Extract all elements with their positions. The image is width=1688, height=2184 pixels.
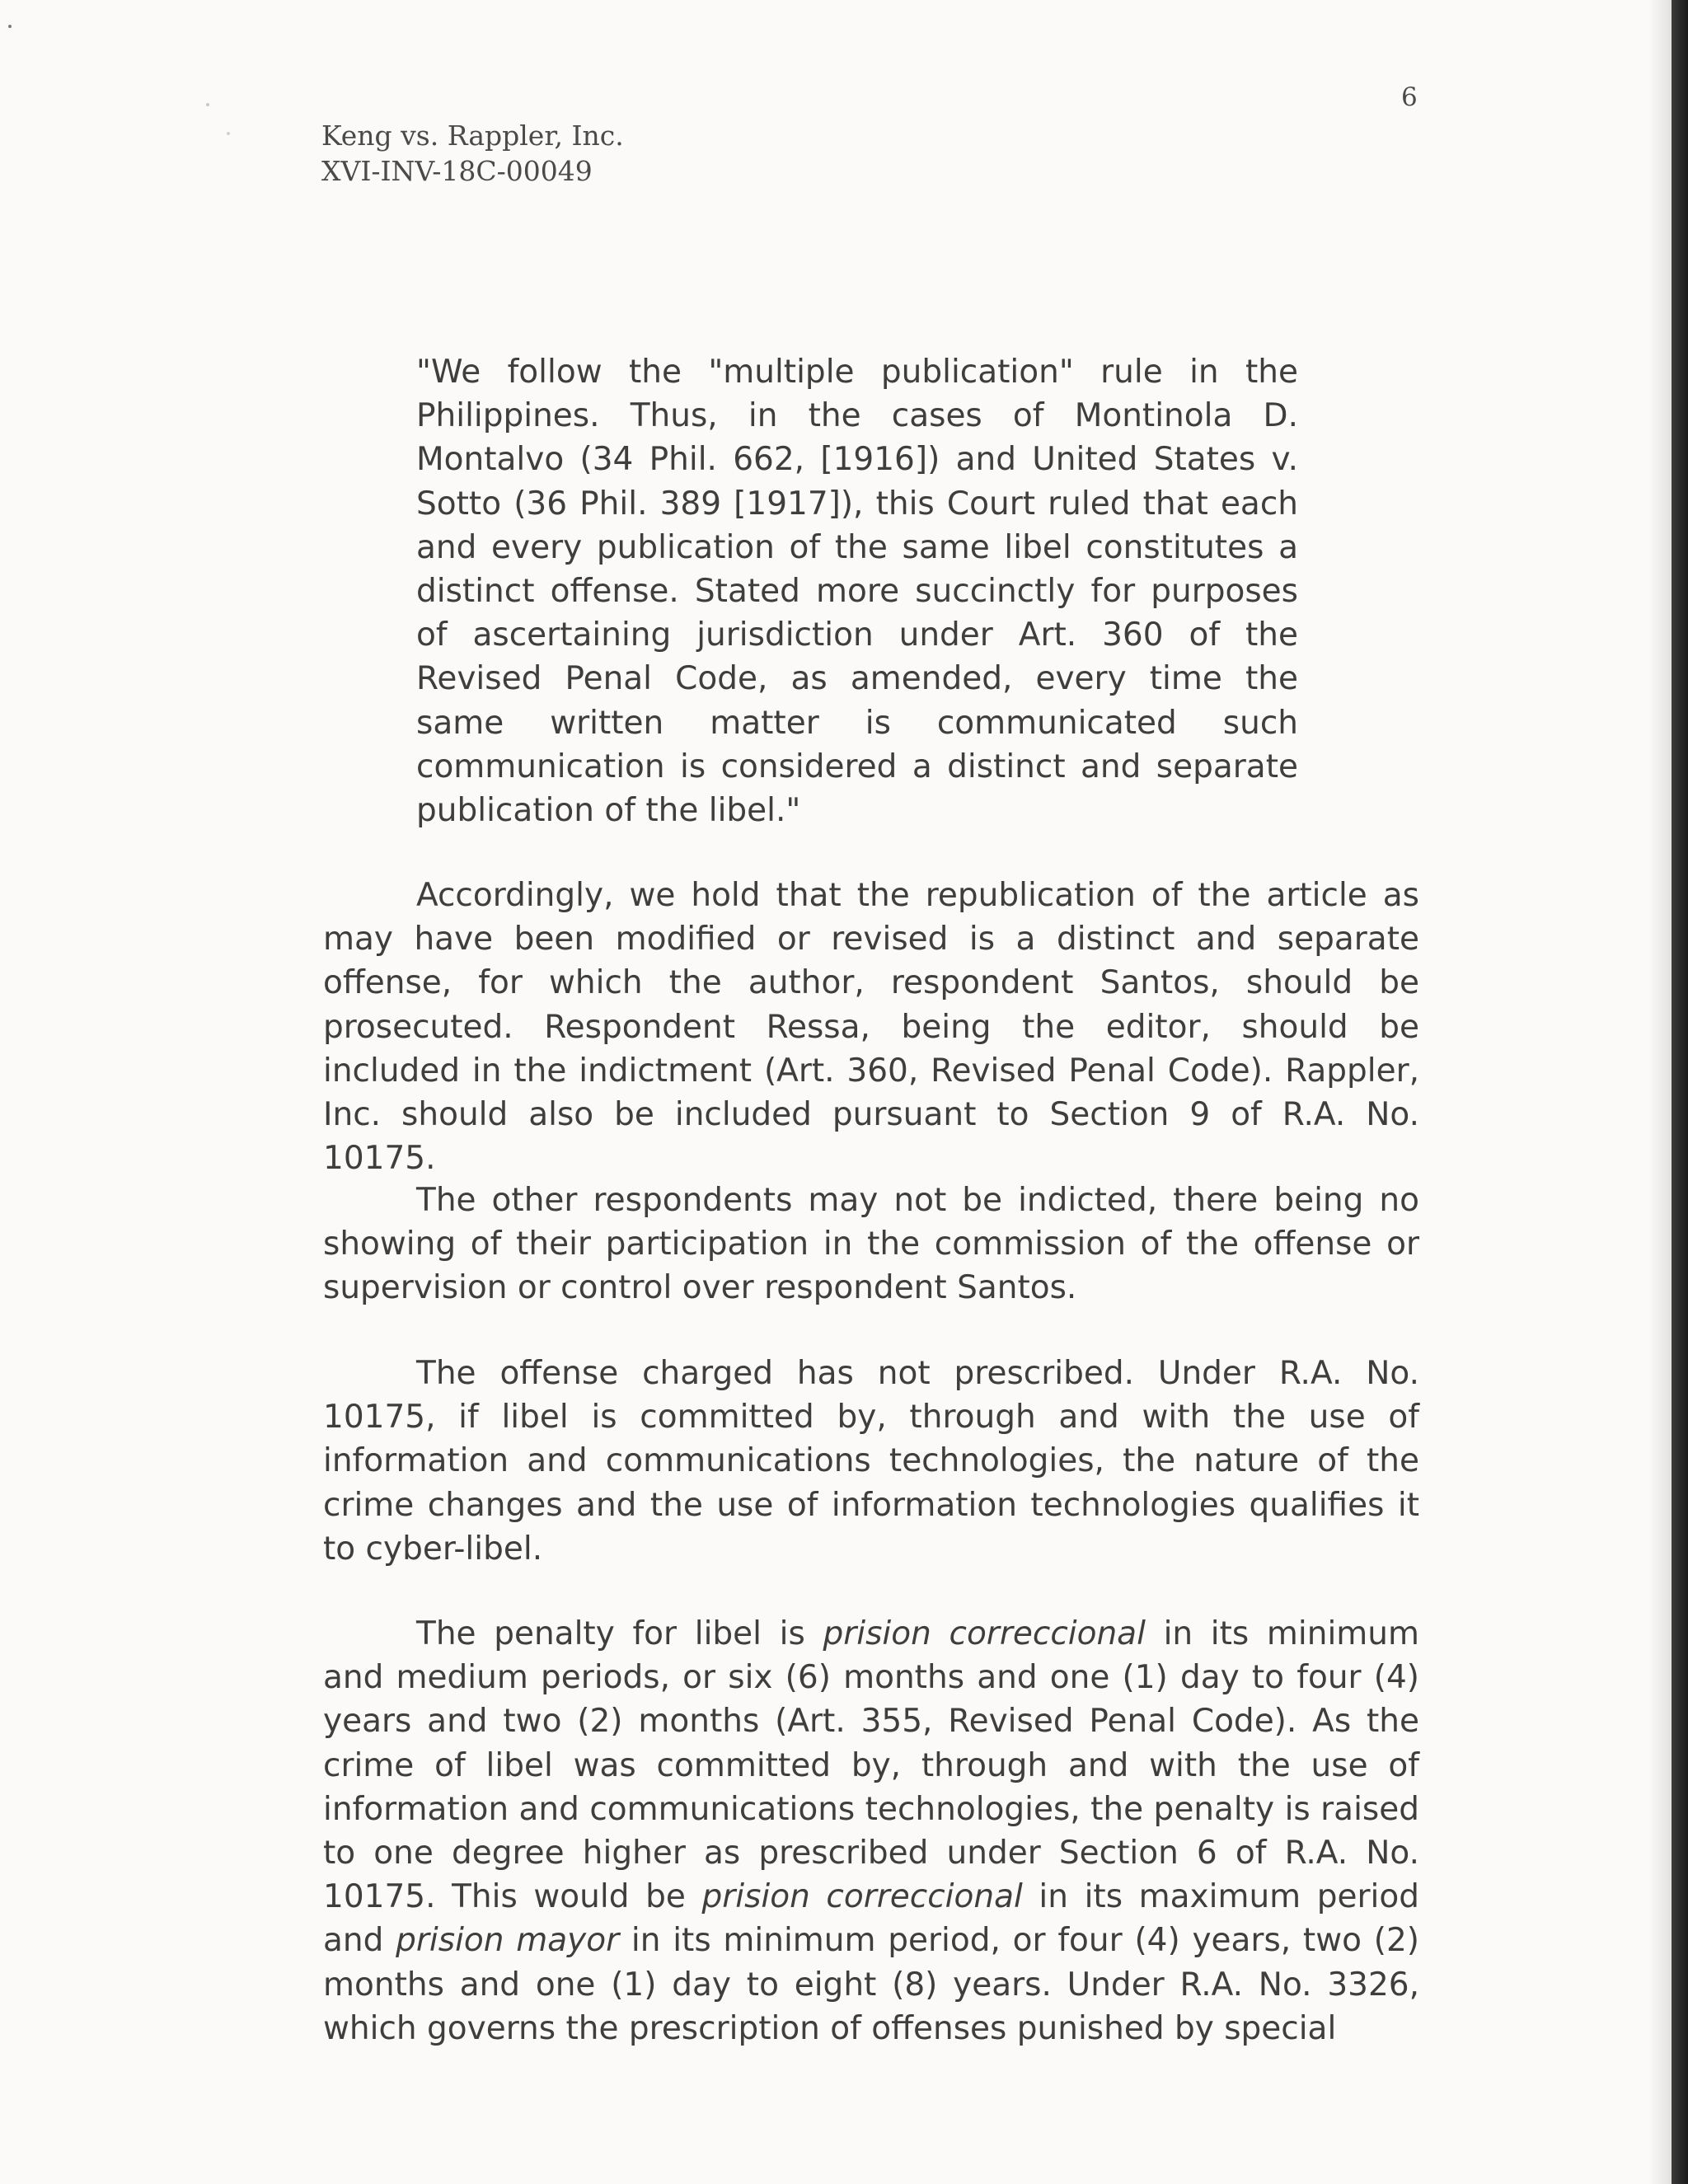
page-number: 6	[1401, 82, 1418, 112]
penalty-term-1: prision correccional	[823, 1615, 1146, 1652]
paragraph-other-respondents: The other respondents may not be indicted, there being no showing of their participation in the commission of the offense or supervision or control over respondent Santos.	[323, 1182, 1419, 1307]
case-header	[321, 118, 624, 189]
penalty-text-4: in its minimum period, or four (4) years, two (2) months and one (1) day to eight (8) years. Under R.A. No. 3326, which governs the prescription of offenses punished by special	[323, 1922, 1419, 2047]
case-number: XVI-INV-18C-00049	[321, 155, 593, 187]
penalty-term-3: prision mayor	[396, 1922, 620, 1960]
paragraph-republication: Accordingly, we hold that the republication of the article as may have been modified or revised is a distinct and separate offense, for which the author, respondent Santos, should be prosecuted. Respondent Ressa, being the editor, should be included in the indictment (Art. 360, Revised Penal Code). Rappler, Inc. should also be included pursuant to Section 9 of R.A. No. 10175.	[323, 877, 1419, 1178]
scan-speck	[206, 103, 209, 106]
scanner-edge	[1672, 0, 1688, 2184]
page-edge-shadow	[1648, 0, 1672, 2184]
penalty-term-2: prision correccional	[701, 1878, 1023, 1916]
penalty-text-2: in its minimum and medium periods, or six (6) months and one (1) day to four (4) years and two (2) months (Art. 355, Revised Penal Code). As the crime of libel was committed by, through and with the use of information and communications technologies, the penalty is raised to one degree higher as prescribed under Section 6 of R.A. No. 10175. This would be	[323, 1615, 1419, 1916]
penalty-text-3: in its maximum period and	[323, 1878, 1420, 1960]
penalty-text-1: The penalty for libel is	[416, 1615, 823, 1652]
scan-speck	[8, 25, 12, 28]
case-title: Keng vs. Rappler, Inc.	[321, 120, 624, 152]
paragraph-penalty	[323, 1612, 1419, 2050]
scan-speck	[227, 132, 230, 135]
paragraph-prescription: The offense charged has not prescribed. Under R.A. No. 10175, if libel is committed by, through and with the use of information and communications technologies, the nature of the crime changes and the use of information technologies qualifies it to cyber-libel.	[323, 1355, 1419, 1568]
block-quote: "We follow the "multiple publication" rule in the Philippines. Thus, in the cases of Montinola D. Montalvo (34 Phil. 662, [1916]) and United States v. Sotto (36 Phil. 389 [1917]), this Court ruled that each and every publication of the same libel constitutes a distinct offense. Stated more succinctly for purposes of ascertaining jurisdiction under Art. 360 of the Revised Penal Code, as amended, every time the same written matter is communicated such communication is considered a distinct and separate publication of the libel."	[416, 354, 1298, 830]
